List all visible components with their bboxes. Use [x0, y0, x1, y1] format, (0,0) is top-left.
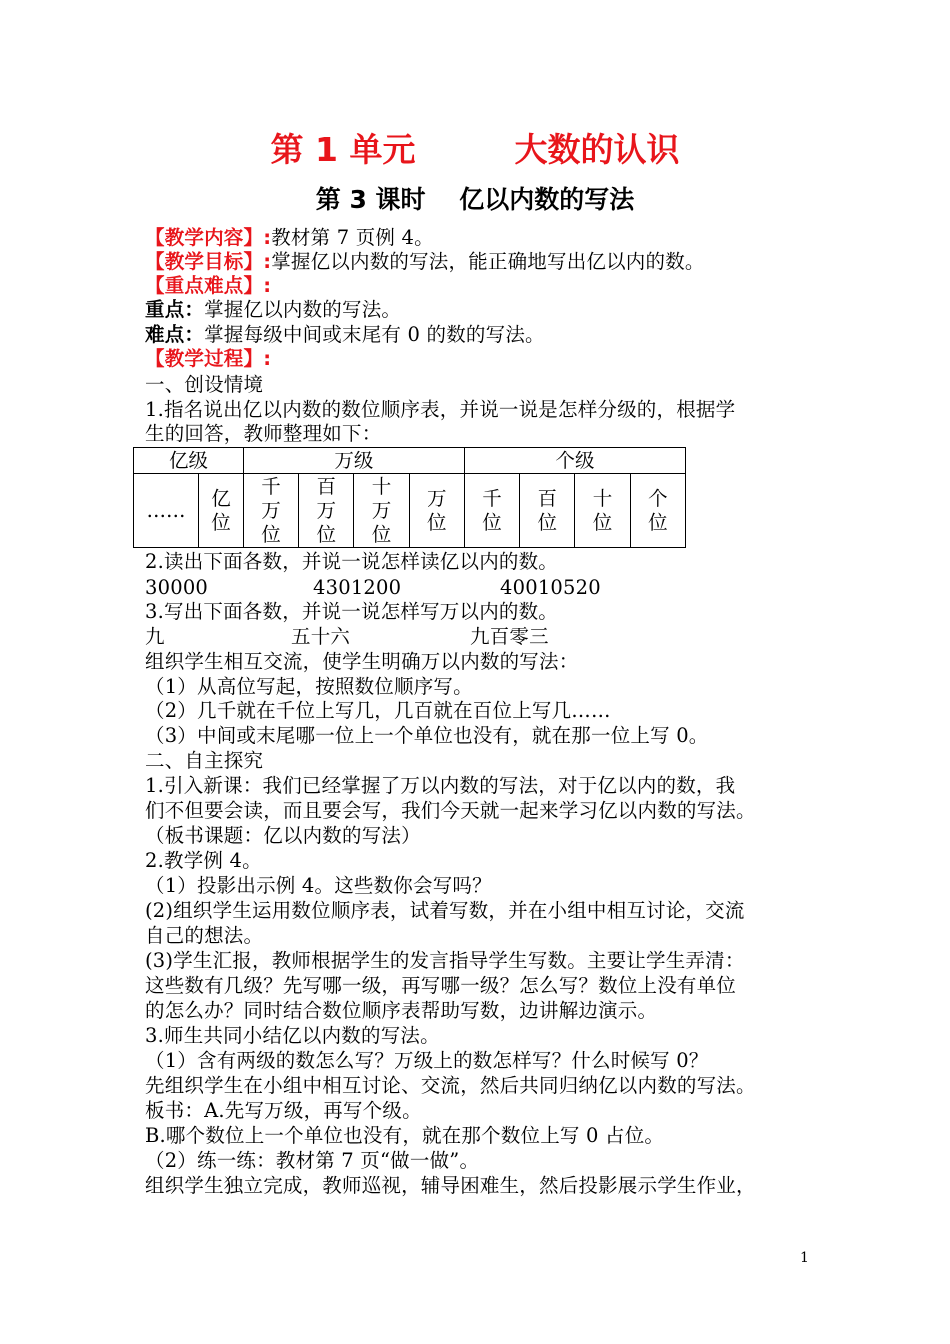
section2-line: 的怎么办？同时结合数位顺序表帮助写数，边讲解边演示。 — [145, 999, 658, 1022]
section2-line: （2）练一练：教材第 7 页“做一做”。 — [145, 1149, 480, 1172]
unit-title: 第 1 单元 大数的认识 — [270, 130, 680, 169]
number-3: 40010520 — [500, 576, 601, 599]
section2-line: 板书：A.先写万级，再写个级。 — [145, 1099, 422, 1122]
section1-rule3: （3）中间或末尾哪一位上一个单位也没有，就在那一位上写 0。 — [145, 724, 709, 747]
place-cell: 万 位 — [409, 474, 464, 548]
section1-item3: 3.写出下面各数，并说一说怎样写万以内的数。 — [145, 600, 559, 623]
section2-line: （1）投影出示例 4。这些数你会写吗？ — [145, 874, 492, 897]
section1-heading: 一、创设情境 — [145, 373, 264, 396]
section2-line: (2)组织学生运用数位顺序表，试着写数，并在小组中相互讨论，交流 — [145, 899, 745, 922]
goal-line — [145, 250, 835, 274]
number-1: 30000 — [145, 576, 209, 599]
place-cell: 十 万 位 — [354, 474, 409, 548]
section2-line: 自己的想法。 — [145, 924, 264, 947]
group-ge: 个级 — [464, 448, 685, 474]
section2-line: 3.师生共同小结亿以内数的写法。 — [145, 1024, 440, 1047]
place-cell: 十 位 — [575, 474, 630, 548]
key-point-text: 掌握亿以内数的写法。 — [204, 298, 402, 321]
place-value-table — [133, 447, 686, 548]
content-label: 【教学内容】: — [145, 226, 272, 249]
section2-heading: 二、自主探究 — [145, 749, 264, 772]
place-cell: 亿 位 — [199, 474, 244, 548]
number-2: 4301200 — [313, 576, 402, 599]
section2-line: 先组织学生在小组中相互讨论、交流，然后共同归纳亿以内数的写法。 — [145, 1074, 756, 1097]
word-1: 九 — [145, 625, 165, 648]
section2-line: 组织学生独立完成，教师巡视，辅导困难生，然后投影展示学生作业， — [145, 1174, 756, 1197]
section1-item1-line1: 1.指名说出亿以内数的数位顺序表，并说一说是怎样分级的，根据学 — [145, 398, 736, 421]
place-cell: 千 位 — [464, 474, 519, 548]
difficulty-label: 【重点难点】: — [145, 274, 272, 297]
place-cell: 百 万 位 — [299, 474, 354, 548]
word-2: 五十六 — [291, 625, 351, 648]
table-row — [134, 474, 686, 548]
word-3: 九百零三 — [470, 625, 549, 648]
section1-rule1: （1）从高位写起，按照数位顺序写。 — [145, 675, 473, 698]
section2-line: 们不但要会读，而且要会写，我们今天就一起来学习亿以内数的写法。 — [145, 799, 756, 822]
section1-rule2: （2）几千就在千位上写几，几百就在百位上写几…… — [145, 699, 611, 722]
hard-point-label: 难点： — [145, 323, 205, 346]
section2-line: 1.引入新课：我们已经掌握了万以内数的写法，对于亿以内的数，我 — [145, 774, 736, 797]
table-row — [134, 448, 686, 474]
place-cell: 千 万 位 — [243, 474, 298, 548]
process-label: 【教学过程】: — [145, 347, 272, 370]
content-text: 教材第 7 页例 4。 — [271, 226, 434, 249]
section2-line: 2.教学例 4。 — [145, 849, 262, 872]
group-yi: 亿级 — [134, 448, 244, 474]
section2-line: 这些数有几级？先写哪一级，再写哪一级？怎么写？数位上没有单位 — [145, 974, 737, 997]
key-point-line — [145, 298, 835, 322]
lesson-title: 第 3 课时 亿以内数的写法 — [315, 185, 635, 214]
content-line — [145, 226, 835, 250]
section1-item1-line2: 生的回答，教师整理如下： — [145, 422, 382, 445]
place-cell: …… — [134, 474, 199, 548]
place-cell: 个 位 — [630, 474, 685, 548]
goal-label: 【教学目标】: — [145, 250, 272, 273]
place-cell: 百 位 — [520, 474, 575, 548]
section2-line: (3)学生汇报，教师根据学生的发言指导学生写数。主要让学生弄清： — [145, 949, 745, 972]
section1-item2: 2.读出下面各数，并说一说怎样读亿以内的数。 — [145, 550, 559, 573]
section2-line: （板书课题：亿以内数的写法） — [145, 824, 421, 847]
section2-line: B.哪个数位上一个单位也没有，就在那个数位上写 0 占位。 — [145, 1124, 665, 1147]
hard-point-text: 掌握每级中间或末尾有 0 的数的写法。 — [204, 323, 545, 346]
section2-line: （1）含有两级的数怎么写？万级上的数怎样写？什么时候写 0？ — [145, 1049, 709, 1072]
group-wan: 万级 — [243, 448, 464, 474]
section1-summary: 组织学生相互交流，使学生明确万以内数的写法： — [145, 650, 579, 673]
goal-text: 掌握亿以内数的写法，能正确地写出亿以内的数。 — [271, 250, 705, 273]
key-point-label: 重点： — [145, 298, 205, 321]
hard-point-line — [145, 323, 835, 347]
page-number: 1 — [800, 1250, 809, 1266]
